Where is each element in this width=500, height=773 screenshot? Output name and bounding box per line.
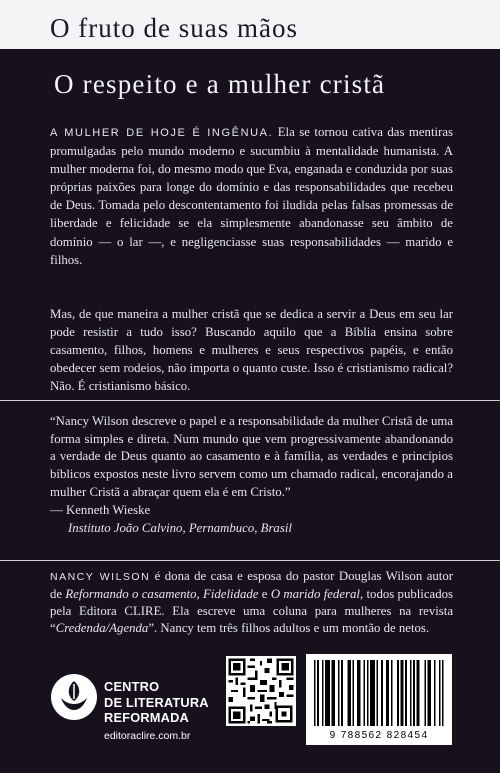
bio-text: , — [196, 586, 204, 601]
blurb-p1-text: Ela se tornou cativa das mentiras promulgadas pelo mundo moderno e sucumbiu à mentalidade humanista. A mulher moderna foi, do mesmo modo que Eva, enganada e conduzida por suas próprias paixões para longe do domínio e das responsabilidades que recebeu de Deus. Tomada pelo descontentamento foi iludida pelas falsas promessas de liberdade e felicidade se ela simplesmente abandonasse seu âmbito de domínio — o lar —, e negligenciasse suas responsabilidades — marido e filhos. — [50, 125, 453, 267]
barcode-bar — [338, 660, 340, 726]
book-ref: O marido federal — [270, 586, 360, 601]
book-title: O respeito e a mulher cristã — [54, 69, 386, 99]
author-name: NANCY WILSON — [50, 571, 151, 583]
barcode-bar — [439, 660, 441, 726]
barcode-bar — [352, 660, 354, 726]
qr-code — [226, 656, 296, 726]
publisher-name — [104, 679, 209, 726]
barcode-bar — [332, 660, 335, 726]
blurb-paragraph-1 — [50, 123, 453, 269]
barcode-bar — [325, 660, 330, 726]
barcode-bar — [317, 660, 319, 726]
barcode-bar — [410, 660, 412, 726]
barcode-bar — [405, 660, 407, 726]
divider-bottom — [0, 560, 500, 561]
barcode-bar — [370, 660, 375, 726]
barcode-bar — [364, 660, 366, 726]
barcode-bar — [416, 660, 419, 726]
barcode-bar — [424, 660, 426, 726]
barcode-bar — [400, 660, 403, 726]
publisher-line-2: DE LITERATURA — [104, 694, 209, 710]
divider-top — [0, 400, 500, 401]
endorsement-institution: Instituto João Calvino, Pernambuco, Brasil — [68, 521, 292, 535]
blurb-paragraph-2: Mas, de que maneira a mulher cristã que se dedica a servir a Deus em seu lar pode resistir a tudo isso? Buscando aquilo que a Bíblia ensina sobre casamento, filhos, homens e mulheres e seus respectivos papéis, e então obedecer sem rodeios, não importa o quanto custe. Isso é cristianismo radical? Não. É cristianismo básico. — [50, 307, 453, 394]
barcode-bar — [341, 660, 343, 726]
series-title: O fruto de suas mãos — [50, 13, 298, 43]
barcode-bar — [442, 660, 444, 726]
barcode-bar — [391, 660, 393, 726]
barcode-bar — [367, 660, 369, 726]
barcode-bar — [314, 660, 316, 726]
barcode-bar — [397, 660, 399, 726]
publisher-line-1: CENTRO — [104, 679, 160, 694]
bio-text: , todos publicados pela Editora CLIRE. Ela escreve uma coluna para mulheres na revista “ — [50, 586, 453, 635]
barcode-bar — [357, 660, 360, 726]
barcode-bar — [413, 660, 415, 726]
barcode-bar — [386, 660, 389, 726]
endorsement-author: — Kenneth Wieske — [50, 503, 151, 517]
isbn-barcode — [306, 654, 452, 745]
magazine-ref: Credenda/Agenda — [55, 620, 149, 635]
publisher-url: editoraclire.com.br — [104, 730, 191, 742]
barcode-bar — [434, 660, 436, 726]
barcode-bar — [376, 660, 378, 726]
barcode-bars — [306, 654, 452, 730]
series-band — [0, 0, 500, 49]
isbn-number: 9 788562 828454 — [329, 730, 429, 741]
blurb-lead: A MULHER DE HOJE É INGÊNUA. — [50, 127, 274, 139]
barcode-bar — [348, 660, 351, 726]
endorsement-quote: “Nancy Wilson descreve o papel e a responsabilidade da mulher Cristã de uma forma simples e direta. Num mundo que vem progressivamente abandonando a verdade de Deus quanto ao casamento e à família, as verdades e princípios bíblicos expostos neste livro servem como um chamado radical, encorajando a mulher Cristã a abraçar quem ela é em Cristo.” — [50, 414, 453, 499]
bio-text: ”. Nancy tem três filhos adultos e um montão de netos. — [148, 620, 430, 635]
publisher-line-3: REFORMADA — [104, 710, 189, 725]
author-bio — [50, 568, 453, 637]
barcode-bar — [428, 660, 431, 726]
book-ref: Reformando o casamento — [65, 586, 197, 601]
book-ref: Fidelidade — [203, 586, 259, 601]
leaf-hand-logo-icon — [50, 673, 98, 721]
bio-text: é dona de casa e esposa do pastor Douglas Wilson autor de — [50, 569, 453, 601]
barcode-bar — [322, 660, 324, 726]
bio-text: e — [258, 586, 271, 601]
barcode-bar — [381, 660, 383, 726]
